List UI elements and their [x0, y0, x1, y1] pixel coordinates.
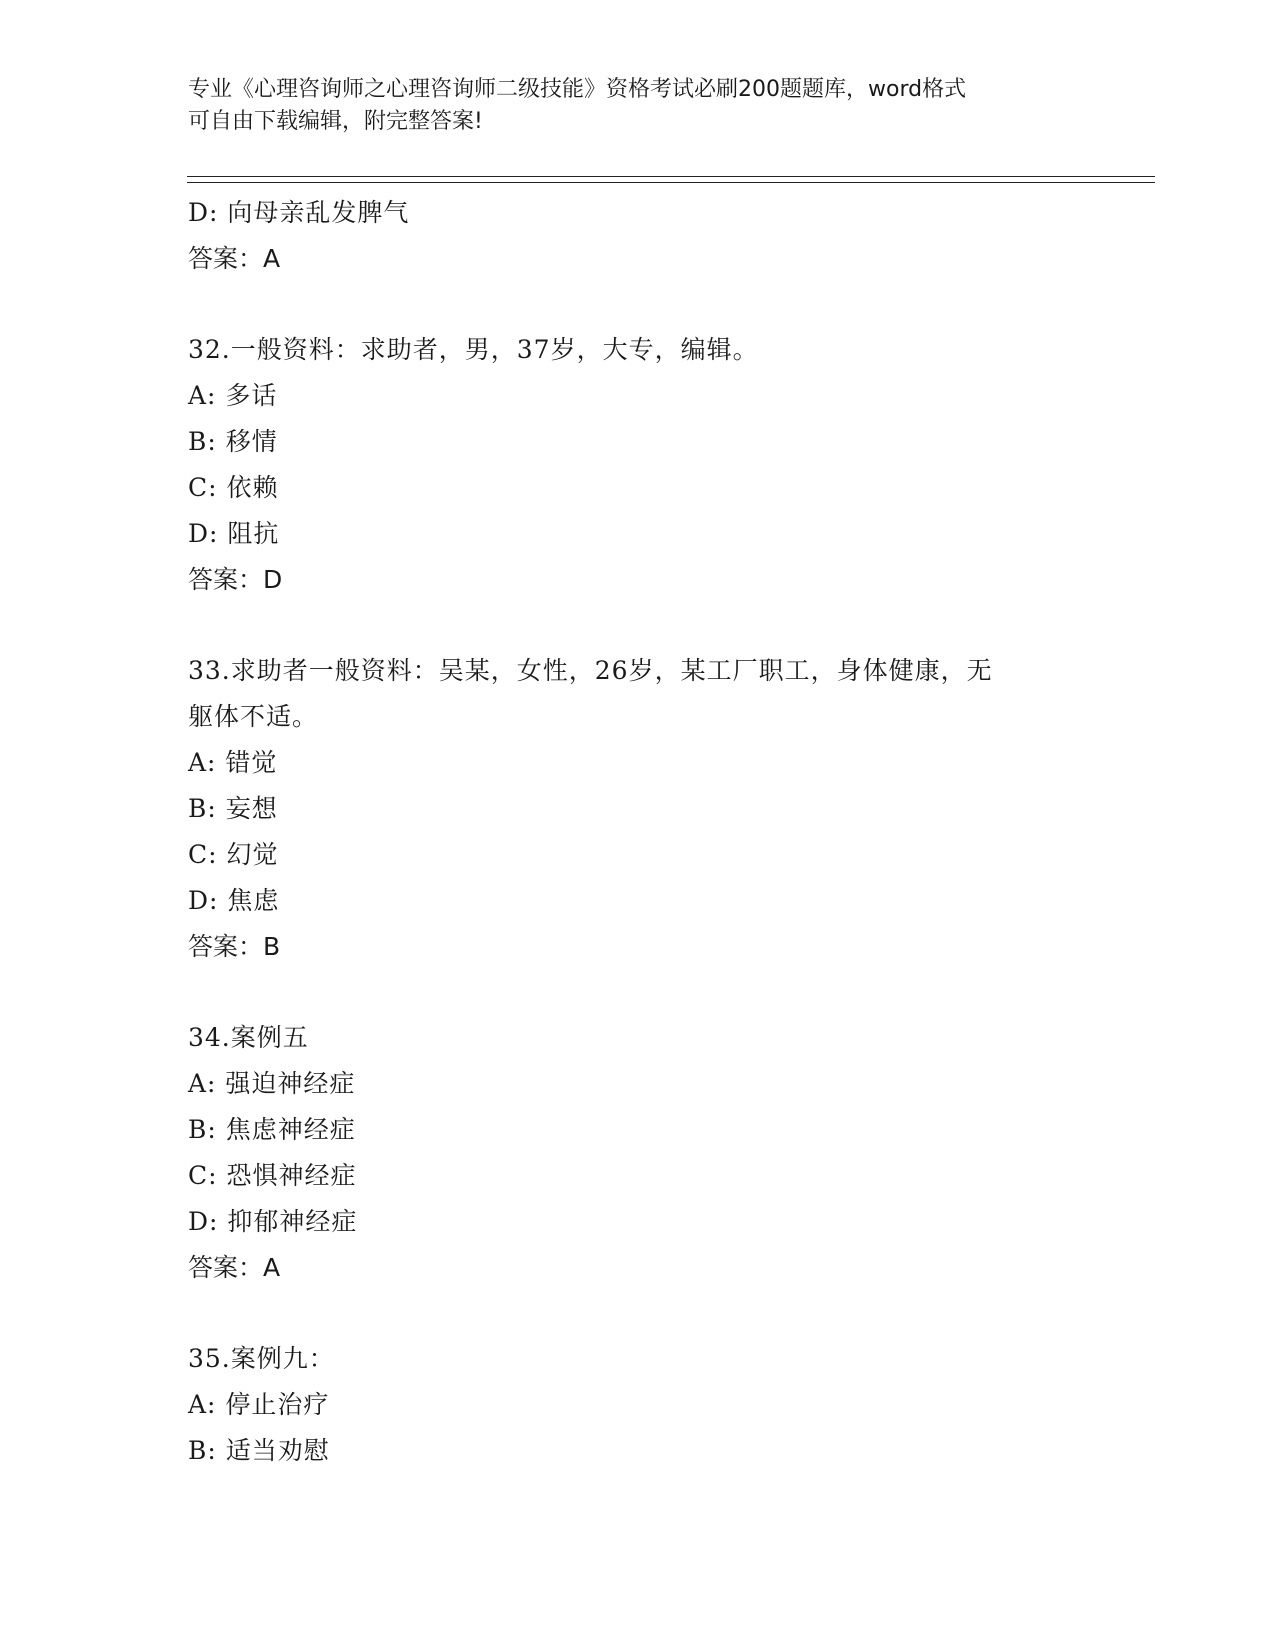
option-d: D: 焦虑 [188, 886, 280, 915]
option-b: B: 适当劝慰 [188, 1436, 330, 1465]
header-divider-top [187, 176, 1155, 177]
option-d: D: 阻抗 [188, 519, 280, 548]
option-b: B: 焦虑神经症 [188, 1115, 356, 1144]
question-stem: 35.案例九： [188, 1344, 335, 1373]
document-header [188, 74, 1088, 138]
option-b: B: 移情 [188, 427, 278, 456]
option-c: C: 幻觉 [188, 840, 279, 869]
question-35 [188, 1336, 1088, 1474]
question-33 [188, 648, 1088, 970]
question-34 [188, 1015, 1088, 1291]
header-title-line-2: 可自由下载编辑，附完整答案! [188, 109, 483, 134]
answer-line: 答案：A [188, 1253, 281, 1282]
option-a: A: 停止治疗 [188, 1390, 330, 1419]
question-stem: 34.案例五 [188, 1023, 309, 1052]
answer-line: 答案：D [188, 565, 283, 594]
option-a: A: 错觉 [188, 748, 278, 777]
question-stem: 33.求助者一般资料：吴某，女性，26岁，某工厂职工，身体健康，无 [188, 656, 993, 685]
question-31-partial [188, 190, 1088, 282]
header-title-line-1: 专业《心理咨询师之心理咨询师二级技能》资格考试必刷200题题库，word格式 [188, 77, 967, 102]
question-32 [188, 327, 1088, 603]
header-divider-bottom [187, 182, 1155, 183]
question-list [188, 190, 1088, 1474]
option-a: A: 强迫神经症 [188, 1069, 356, 1098]
option-c: C: 恐惧神经症 [188, 1161, 357, 1190]
option-b: B: 妄想 [188, 794, 278, 823]
question-stem: 32.一般资料：求助者，男，37岁，大专，编辑。 [188, 335, 759, 364]
answer-line: 答案：B [188, 932, 281, 961]
question-stem-continued: 躯体不适。 [188, 702, 319, 731]
answer-line: 答案：A [188, 244, 281, 273]
option-c: C: 依赖 [188, 473, 279, 502]
option-d: D: 向母亲乱发脾气 [188, 198, 410, 227]
option-d: D: 抑郁神经症 [188, 1207, 358, 1236]
option-a: A: 多话 [188, 381, 278, 410]
